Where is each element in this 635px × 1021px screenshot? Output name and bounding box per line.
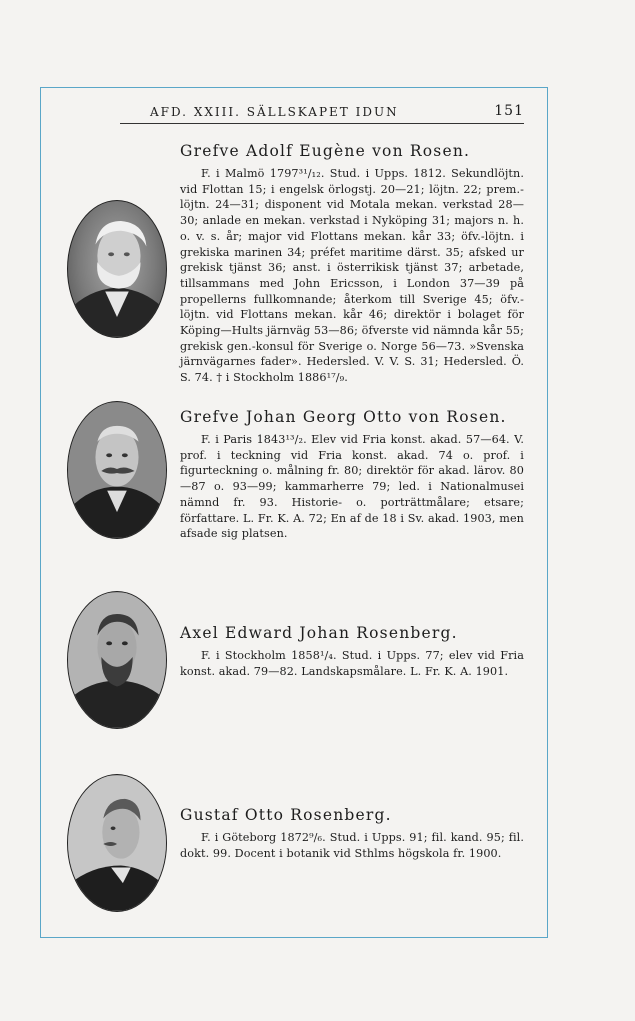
- entry-name: Axel Edward Johan Rosenberg.: [180, 624, 458, 642]
- portrait-johan-georg-otto-von-rosen: [67, 401, 167, 539]
- entry-bio: F. i Paris 1843¹³/₂. Elev vid Fria konst. akad. 57—64. V. prof. i teckning vid Fria konst. akad. 74 o. prof. i figurteckning o. målning fr. 80; direktör för akad. lärov. 80—87 o. 93—99; kammarherre 79; led. i Nationalmusei nämnd fr. 93. Historie- o. porträttmålare; etsare; författare. L. Fr. K. A. 72; En af de 18 i Sv. akad. 1903, men afsade sig platsen.: [180, 433, 524, 541]
- portrait-image: [68, 201, 166, 337]
- entry-gustaf-otto-rosenberg: [180, 806, 524, 861]
- section-title: AFD. XXIII. SÄLLSKAPET IDUN: [150, 105, 399, 119]
- entry-bio: F. i Stockholm 1858¹/₄. Stud. i Upps. 77; elev vid Fria konst. akad. 79—82. Landskapsmålare. L. Fr. K. A. 1901.: [180, 649, 524, 678]
- portrait-axel-edward-johan-rosenberg: [67, 591, 167, 729]
- page-number: 151: [494, 103, 524, 119]
- entry-johan-georg-otto-von-rosen: [180, 408, 524, 542]
- entry-name: Grefve Adolf Eugène von Rosen.: [180, 142, 471, 160]
- portrait-adolf-eugene-von-rosen: [67, 200, 167, 338]
- entry-bio: F. i Göteborg 1872⁹/₆. Stud. i Upps. 91; fil. kand. 95; fil. dokt. 99. Docent i botanik vid Sthlms högskola fr. 1900.: [180, 831, 524, 860]
- entry-axel-edward-johan-rosenberg: [180, 624, 524, 679]
- entry-bio: F. i Malmö 1797³¹/₁₂. Stud. i Upps. 1812. Sekundlöjtn. vid Flottan 15; i engelsk örlogstj. 20—21; löjtn. 22; prem.-löjtn. 24—31; disponent vid Motala mekan. verkstad 28—30; anlade en mekan. verkstad i Nyköping 31; majors n. h. o. v. s. år; major vid Flottans mekan. kår 33; öfv.-löjtn. i grekiska marinen 34; préfet maritime därst. 35; afsked ur grekisk tjänst 36; anst. i österrikisk tjänst 37; arbetade, tillsammans med John Ericsson, i London 37—39 på propellerns fullkomnande; återkom till Sverige 45; öfv.-löjtn. vid Flottans mekan. kår 46; direktör i bolaget för Köping—Hults järnväg 53—86; öfverste vid nämnda kår 55; grekisk gen.-konsul för Sverige o. Norge 56—73. »Svenska järnvägarnes fader». Hedersled. V. V. S. 31; Hedersled. Ö. S. 74. † i Stockholm 1886¹⁷/₉.: [180, 167, 524, 385]
- portrait-image: [68, 592, 166, 728]
- portrait-gustaf-otto-rosenberg: [67, 774, 167, 912]
- running-header: [120, 103, 524, 124]
- portrait-image: [68, 775, 166, 911]
- entry-name: Grefve Johan Georg Otto von Rosen.: [180, 408, 507, 426]
- entry-name: Gustaf Otto Rosenberg.: [180, 806, 392, 824]
- entry-adolf-eugene-von-rosen: [180, 142, 524, 386]
- portrait-image: [68, 402, 166, 538]
